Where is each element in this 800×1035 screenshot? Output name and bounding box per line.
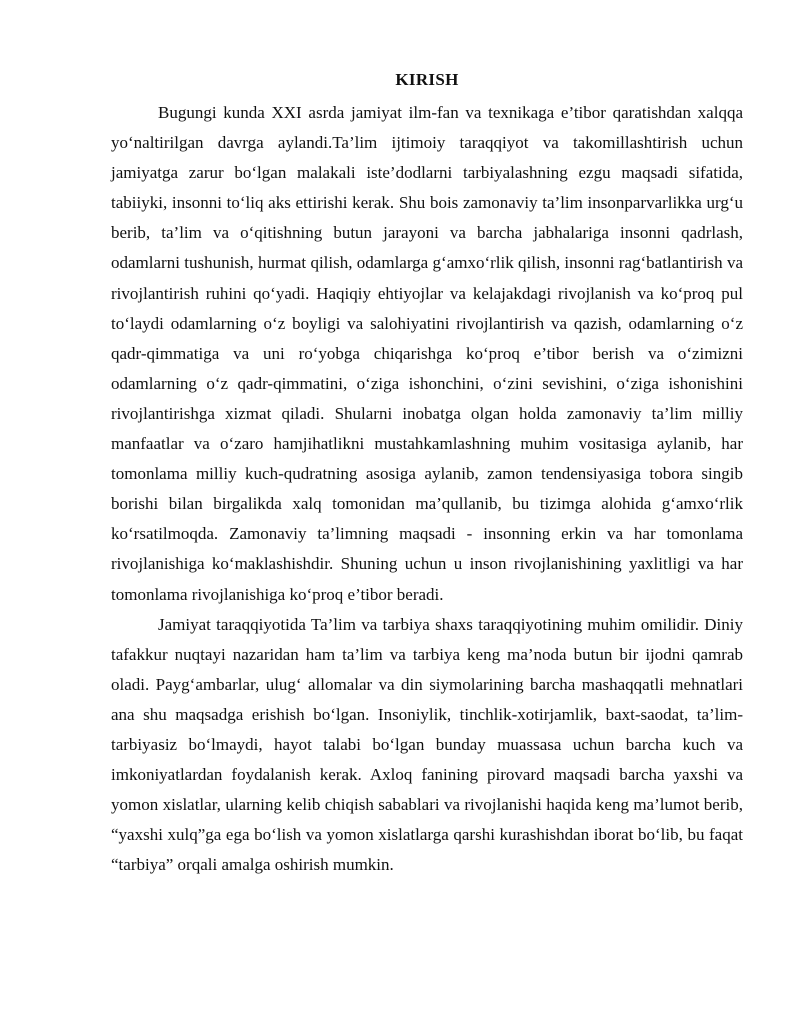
body-paragraph-2: Jamiyat taraqqiyotida Ta’lim va tarbiya shaxs taraqqiyotining muhim omilidir. Diniy tafakkur nuqtayi nazaridan ham ta’lim va tarbiya keng ma’noda butun bir ijodni qamrab oladi. Payg‘ambarlar, ulug‘ allomalar va din siymolarining barcha mashaqqatli mehnatlari ana shu maqsadga erishish bo‘lgan. Insoniylik, tinchlik-xotirjamlik, baxt-saodat, ta’lim-tarbiyasiz bo‘lmaydi, hayot talabi bo‘lgan bunday muassasa uchun barcha kuch va imkoniyatlardan foydalanish kerak. Axloq fanining pirovard maqsadi barcha yaxshi va yomon xislatlar, ularning kelib chiqish sabablari va rivojlanishi haqida keng ma’lumot berib, “yaxshi xulq”ga ega bo‘lish va yomon xislatlarga qarshi kurashishdan iborat bo‘lib, bu faqat “tarbiya” orqali amalga oshirish mumkin. bbox=[111, 614, 743, 875]
body-paragraph-1: Bugungi kunda XXI asrda jamiyat ilm-fan va texnikaga e’tibor qaratishdan xalqqa yo‘naltirilgan davrga aylandi.Ta’lim ijtimoiy taraqqiyot va takomillashtirish uchun jamiyatga zarur bo‘lgan malakali iste’dodlarni tarbiyalashning ezgu maqsadi sifatida, tabiiyki, insonni to‘liq aks ettirishi kerak. Shu bois zamonaviy ta’lim insonparvarlikka urg‘u berib, ta’lim va o‘qitishning butun jarayoni va barcha jabhalariga insonni qadrlash, odamlarni tushunish, hurmat qilish, odamlarga g‘amxo‘rlik qilish, insonni rag‘batlantirish va rivojlantirish ruhini qo‘yadi. Haqiqiy ehtiyojlar va kelajakdagi rivojlanish va ko‘proq pul to‘laydi odamlarning o‘z boyligi va salohiyatini rivojlantirish va qazish, odamlarning o‘z qadr-qimmatiga va uni ro‘yobga chiqarishga ko‘proq e’tibor berish va o‘zimizni odamlarning o‘z qadr-qimmatini, o‘ziga ishonchini, o‘zini sevishini, o‘ziga ishonishini rivojlantirishga xizmat qiladi. Shularni inobatga olgan holda zamonaviy ta’lim milliy manfaatlar va o‘zaro hamjihatlikni mustahkamlashning muhim vositasiga aylanib, har tomonlama milliy kuch-qudratning asosiga aylanib, zamon tendensiyasiga tobora singib borishi bilan birgalikda xalq tomonidan ma’qullanib, bu tizimga alohida g‘amxo‘rlik ko‘rsatilmoqda. Zamonaviy ta’limning maqsadi - insonning erkin va har tomonlama rivojlanishiga ko‘maklashishdir. Shuning uchun u inson rivojlanishining yaxlitligi va har tomonlama rivojlanishiga ko‘proq e’tibor beradi. bbox=[111, 103, 743, 604]
document-page bbox=[111, 70, 743, 880]
page-title: KIRISH bbox=[395, 70, 459, 89]
